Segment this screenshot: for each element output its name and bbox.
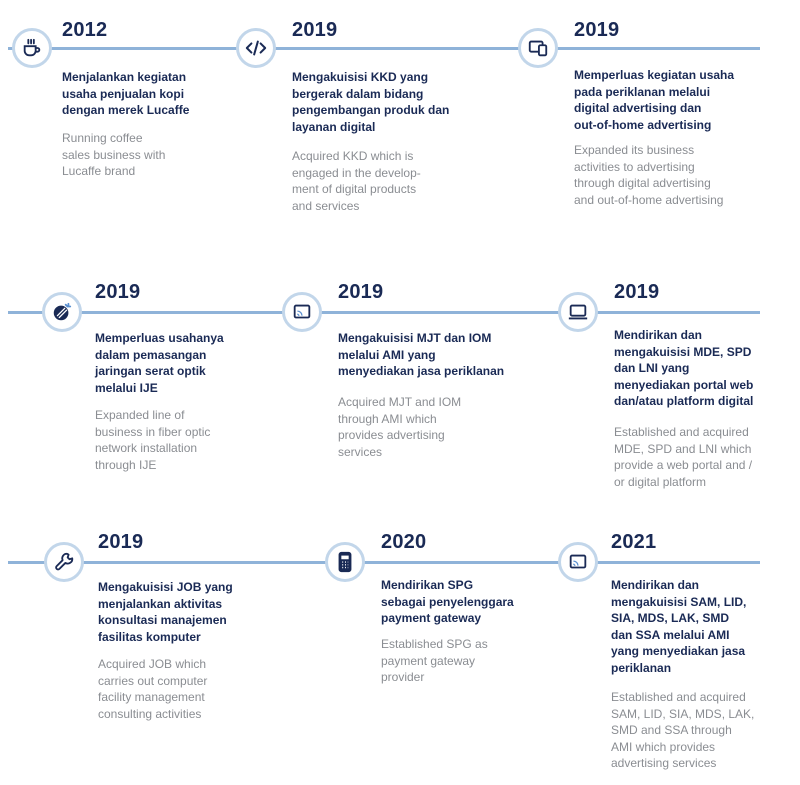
milestone-year: 2019 [574, 19, 620, 41]
screen-cast-icon [558, 542, 598, 582]
milestone-year: 2012 [62, 19, 108, 41]
milestone-description-id: Memperluas kegiatan usaha pada periklanan melalui digital advertising dan out-of-home advertising [574, 68, 735, 132]
milestone-description-id: Mengakuisisi JOB yang menjalankan aktivitas konsultasi manajemen fasilitas komputer [98, 580, 233, 644]
payment-terminal-icon [325, 542, 365, 582]
milestone-description-en: Running coffee sales business with Lucaffe brand [62, 131, 166, 178]
fiber-optic-icon [42, 292, 82, 332]
milestone-description-id: Mendirikan dan mengakuisisi SAM, LID, SIA, MDS, LAK, SMD dan SSA melalui AMI yang menyediakan jasa periklanan [611, 578, 747, 675]
milestone-description-id: Menjalankan kegiatan usaha penjualan kopi dengan merek Lucaffe [62, 70, 190, 117]
milestone-description-en: Established and acquired SAM, LID, SIA, MDS, LAK, SMD and SSA through AMI which provides advertising services [611, 690, 755, 770]
milestone-description-id: Mendirikan SPG sebagai penyelenggara payment gateway [381, 578, 514, 625]
milestone-description-id: Mengakuisisi KKD yang bergerak dalam bidang pengembangan produk dan layanan digital [292, 70, 450, 134]
milestone-description-id: Mendirikan dan mengakuisisi MDE, SPD dan LNI yang menyediakan portal web dan/atau platform digital [614, 328, 754, 408]
milestone-description-en: Expanded its business activities to advertising through digital advertising and out-of-home advertising [574, 143, 724, 207]
timeline-line-row-2 [8, 311, 760, 314]
screen-cast-icon [282, 292, 322, 332]
milestone-description-en: Acquired MJT and IOM through AMI which provides advertising services [338, 395, 462, 459]
milestone-description-en: Acquired JOB which carries out computer facility management consulting activities [98, 657, 208, 721]
devices-icon [518, 28, 558, 68]
timeline-line-row-3 [8, 561, 760, 564]
milestone-description-id: Mengakuisisi MJT dan IOM melalui AMI yang menyediakan jasa periklanan [338, 331, 505, 378]
milestone-year: 2021 [611, 531, 657, 553]
milestone-year: 2019 [292, 19, 338, 41]
milestone-description-en: Established SPG as payment gateway provider [381, 637, 488, 684]
wrench-icon [44, 542, 84, 582]
milestone-year: 2019 [95, 281, 141, 303]
milestone-description-en: Expanded line of business in fiber optic network installation through IJE [95, 408, 211, 472]
milestone-year: 2019 [98, 531, 144, 553]
milestone-year: 2020 [381, 531, 427, 553]
milestone-year: 2019 [614, 281, 660, 303]
milestone-description-id: Memperluas usahanya dalam pemasangan jaringan serat optik melalui IJE [95, 331, 224, 395]
laptop-icon [558, 292, 598, 332]
code-brackets-icon [236, 28, 276, 68]
coffee-cup-icon [12, 28, 52, 68]
milestone-year: 2019 [338, 281, 384, 303]
milestone-description-en: Established and acquired MDE, SPD and LNI which provide a web portal and / or digital platform [614, 425, 753, 489]
timeline-line-row-1 [8, 47, 760, 50]
milestone-description-en: Acquired KKD which is engaged in the develop- ment of digital products and services [292, 149, 421, 213]
